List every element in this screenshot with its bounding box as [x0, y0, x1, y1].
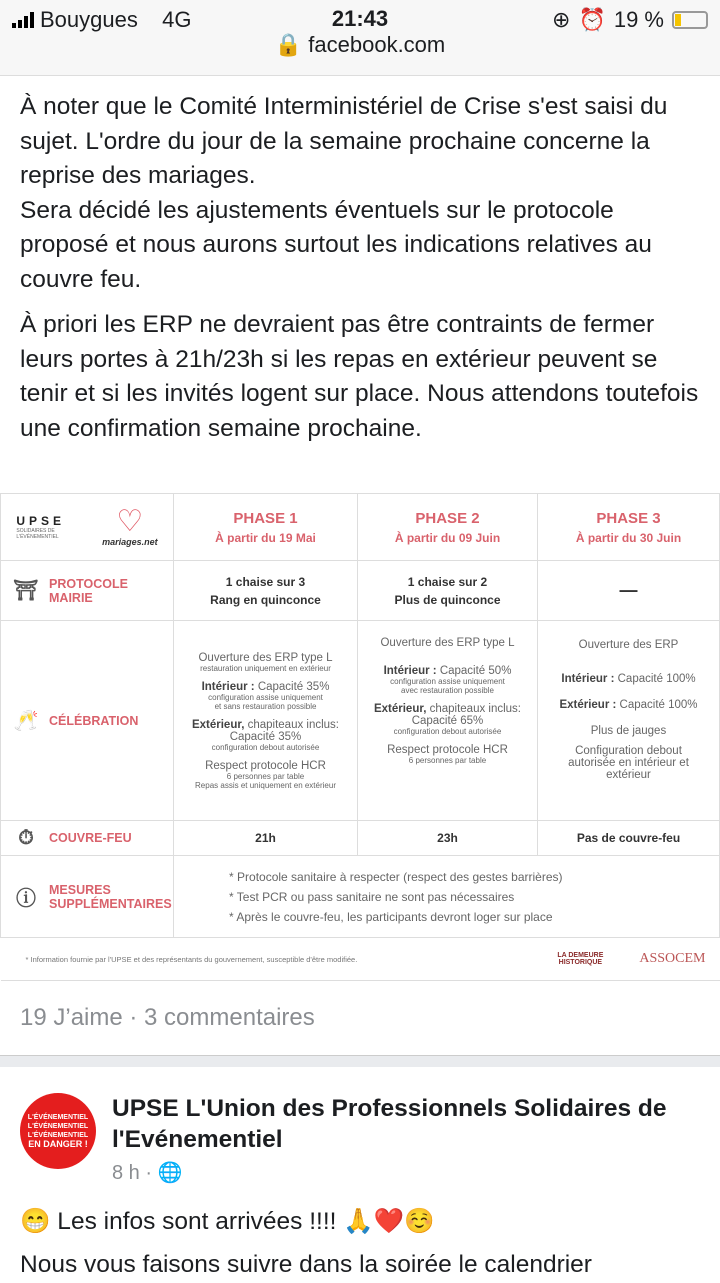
- text: EN DANGER !: [28, 1139, 88, 1149]
- author-name[interactable]: UPSE L'Union des Professionnels Solidaires de l'Evénementiel: [112, 1095, 667, 1153]
- table-cell: [358, 621, 538, 821]
- post-paragraph: À priori les ERP ne devraient pas être contraints de fermer leurs portes à 21h/23h si les repas en extérieur peuvent se tenir et si les invités logent sur place. Nous attendons toutefois une confirmation semaine prochaine.: [20, 311, 699, 442]
- table-cell: [358, 561, 538, 621]
- text: Intérieur :: [201, 680, 255, 693]
- text: 1 chaise sur 3: [225, 574, 306, 589]
- heart-icon: ♡: [116, 505, 144, 538]
- text: 8 h ·: [112, 1162, 153, 1184]
- text: avec restauration possible: [401, 686, 494, 695]
- text: Repas assis et uniquement en extérieur: [195, 780, 336, 790]
- text: 21h: [174, 821, 358, 856]
- table-cell: [174, 621, 358, 821]
- avatar[interactable]: [20, 1093, 96, 1169]
- globe-icon: 🌐: [157, 1162, 183, 1184]
- footnote: * Information fournie par l'UPSE et des représentants du gouvernement, susceptible d'être modifiée.: [25, 954, 358, 964]
- list-item: * Test PCR ou pass sanitaire ne sont pas nécessaires: [229, 889, 515, 904]
- text: Rang en quinconce: [210, 592, 321, 607]
- text: PHASE 1: [233, 509, 298, 527]
- text: L'ÉVÉNEMENTIEL: [27, 1114, 89, 1121]
- phase-header: [358, 494, 538, 561]
- text: Ouverture des ERP type L: [198, 651, 333, 664]
- text: 6 personnes par table: [226, 771, 305, 781]
- town-hall-icon: ⛩: [13, 580, 39, 602]
- row-label-mairie: [1, 561, 174, 621]
- champagne-glasses-icon: 🥂: [13, 710, 39, 732]
- text: Capacité 35%: [254, 680, 330, 693]
- text: PHASE 2: [415, 509, 480, 527]
- text: chapiteaux inclus:: [426, 703, 522, 715]
- text: Respect protocole HCR: [205, 759, 326, 772]
- text: Pas de couvre-feu: [538, 821, 720, 856]
- post-text: Nous vous faisons suivre dans la soirée le calendrier: [20, 1251, 592, 1278]
- table-cell: [174, 856, 720, 938]
- text: COUVRE-FEU: [49, 831, 132, 845]
- list-item: * Après le couvre-feu, les participants devront loger sur place: [229, 909, 553, 924]
- post-time: [112, 1160, 183, 1185]
- text: Ouverture des ERP type L: [380, 637, 515, 649]
- text: restauration uniquement en extérieur: [200, 663, 331, 673]
- exclamation-icon: ⓘ: [16, 888, 36, 910]
- battery-percent: 19 %: [613, 7, 664, 32]
- text: Respect protocole HCR: [387, 744, 508, 756]
- text: CÉLÉBRATION: [49, 713, 139, 728]
- stopwatch-icon: ⏱: [18, 826, 34, 849]
- text: Plus de jauges: [590, 725, 667, 737]
- mariages-logo: mariages.net: [102, 537, 158, 547]
- wedding-protocol-table[interactable]: [0, 493, 720, 981]
- text: Test PCR ou pass sanitaire ne sont pas nécessaires: [236, 889, 515, 904]
- text: Protocole sanitaire à respecter (respect des gestes barrières): [237, 869, 563, 884]
- text: Après le couvre-feu, les participants devront loger sur place: [236, 909, 553, 924]
- text: Extérieur,: [191, 718, 245, 731]
- mesures-list: [174, 867, 719, 927]
- list-item: * Protocole sanitaire à respecter (respect des gestes barrières): [229, 869, 563, 884]
- demeure-historique-logo: LA DEMEURE HISTORIQUE: [557, 952, 604, 966]
- carrier: Bouygues: [40, 7, 138, 32]
- text: —: [538, 561, 720, 621]
- url-bar[interactable]: [0, 32, 720, 58]
- text: Ouverture des ERP: [578, 639, 679, 651]
- text: configuration debout autorisée: [211, 742, 320, 752]
- text: PROTOCOLE MAIRIE: [49, 576, 128, 605]
- reactions-count[interactable]: 19 J’aime · 3 commentaires: [20, 1004, 315, 1031]
- text: À partir du 30 Juin: [575, 530, 682, 545]
- status-bar: [0, 0, 720, 76]
- lock-icon: 🔒: [274, 32, 303, 57]
- upse-logo-sub: SOLIDAIRES DE L'ÉVÉNEMENTIEL: [16, 528, 59, 540]
- alarm-icon: ⏰: [578, 7, 606, 32]
- text: À partir du 09 Juin: [394, 530, 501, 545]
- text: configuration debout autorisée: [393, 727, 502, 736]
- text: À partir du 19 Mai: [215, 530, 316, 545]
- text: 23h: [358, 821, 538, 856]
- text: Extérieur :: [559, 699, 617, 711]
- text: Intérieur :: [383, 665, 437, 677]
- text: Capacité 35%: [229, 730, 302, 743]
- phase-header: [538, 494, 720, 561]
- text: Configuration debout autorisée en intérieur et extérieur: [568, 745, 689, 781]
- text: L'ÉVÉNEMENTIEL: [27, 1132, 89, 1139]
- row-label-couvre-feu: [1, 821, 174, 856]
- text: Extérieur,: [373, 703, 427, 715]
- clock: 21:43: [331, 6, 389, 31]
- text: 1 chaise sur 2: [407, 574, 488, 589]
- text: Intérieur :: [561, 673, 615, 685]
- table-cell: [1, 938, 720, 981]
- text: chapiteaux inclus:: [244, 718, 340, 731]
- row-label-mesures: [1, 856, 174, 938]
- battery-icon: [672, 11, 708, 29]
- table-cell: [538, 621, 720, 821]
- text: L'ÉVÉNEMENTIEL: [27, 1123, 89, 1130]
- text: Capacité 100%: [614, 673, 696, 685]
- phase-header: [174, 494, 358, 561]
- post-text: 😁 Les infos sont arrivées !!!! 🙏❤️☺️: [20, 1208, 435, 1235]
- text: MESURES SUPPLÉMENTAIRES: [49, 882, 172, 911]
- text: Capacité 50%: [436, 665, 512, 677]
- text: configuration assise uniquement: [208, 692, 323, 702]
- text: et sans restauration possible: [214, 701, 317, 711]
- url: facebook.com: [308, 32, 446, 57]
- row-label-celebration: [1, 621, 174, 821]
- assocem-logo: ASSOCEM: [639, 951, 706, 966]
- text: configuration assise uniquement: [390, 677, 505, 686]
- upse-logo: UPSE: [16, 514, 66, 528]
- rotation-lock-icon: ⊕: [552, 7, 571, 32]
- network: 4G: [162, 7, 192, 32]
- text: 6 personnes par table: [408, 756, 487, 765]
- logos-cell: [1, 494, 174, 561]
- text: Capacité 100%: [616, 699, 698, 711]
- text: Plus de quinconce: [394, 592, 501, 607]
- text: PHASE 3: [596, 509, 661, 527]
- post-paragraph: À noter que le Comité Interministériel de Crise s'est saisi du sujet. L'ordre du jour de la semaine prochaine concerne la reprise des mariages. Sera décidé les ajustements éventuels sur le protocole proposé et nous aurons surtout les indications relatives au couvre feu.: [20, 93, 668, 293]
- post-separator: [0, 1055, 720, 1067]
- table-cell: [174, 561, 358, 621]
- text: Capacité 65%: [411, 715, 484, 727]
